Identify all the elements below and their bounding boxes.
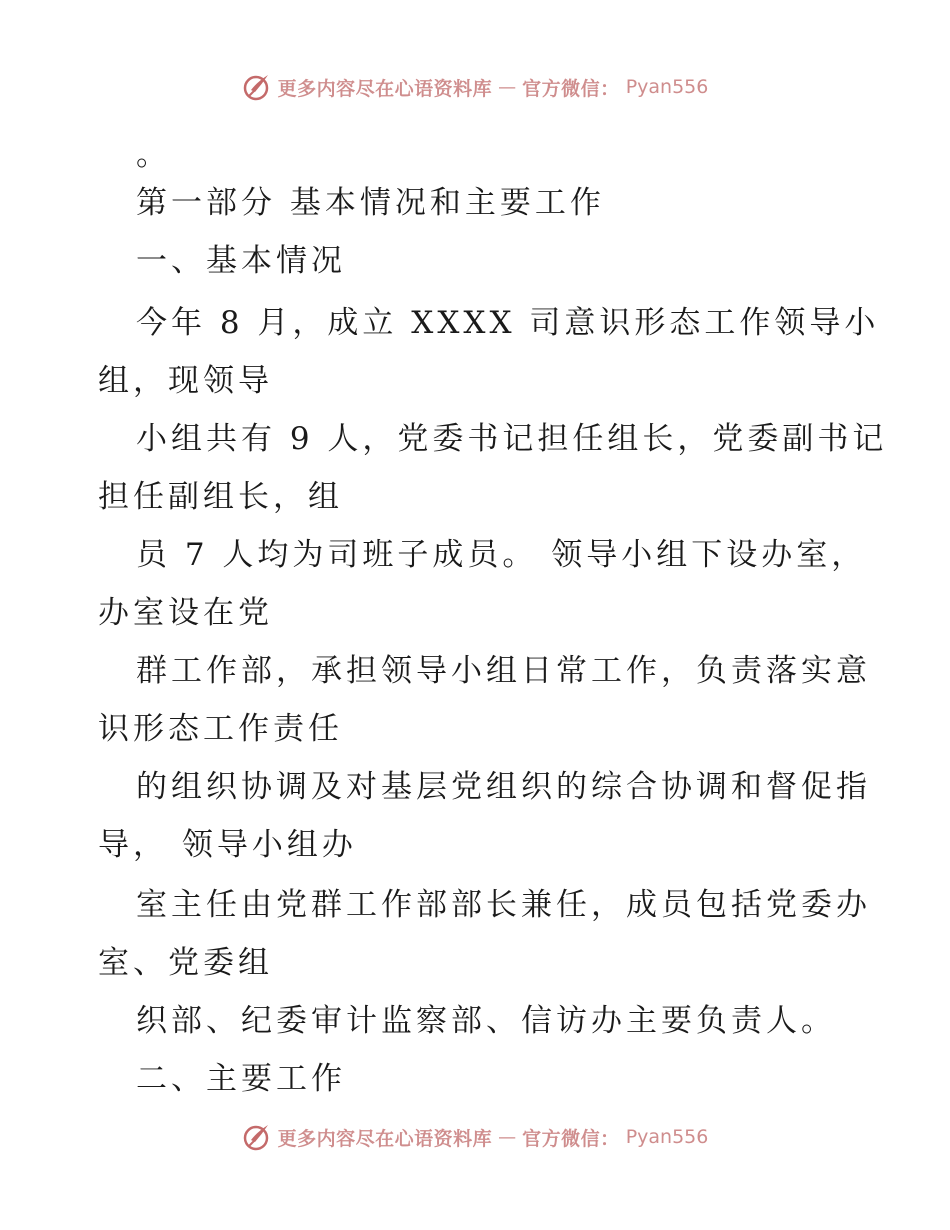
- paragraph-line: 小组共有 9 人，党委书记担任组长，党委副书记: [136, 421, 888, 457]
- text-line: 。: [136, 137, 171, 173]
- watermark-text-en: Pyan556: [625, 1126, 709, 1148]
- paragraph-line: 担任副组长，组: [98, 479, 343, 515]
- watermark-text-en: Pyan556: [625, 76, 709, 98]
- subsection-heading: 二、主要工作: [136, 1061, 346, 1097]
- quill-logo-icon: [242, 1122, 272, 1152]
- paragraph-line: 织部、纪委审计监察部、信访办主要负责人。: [136, 1003, 836, 1039]
- watermark-header: [0, 72, 950, 102]
- subsection-heading: 一、基本情况: [136, 243, 346, 279]
- watermark-dash: —: [498, 76, 517, 98]
- watermark-text-cn: 更多内容尽在心语资料库: [277, 1127, 493, 1150]
- paragraph-line: 识形态工作责任: [98, 711, 343, 747]
- paragraph-line: 今年 8 月，成立 XXXX 司意识形态工作领导小: [136, 305, 880, 341]
- section-heading: 第一部分 基本情况和主要工作: [136, 185, 605, 221]
- quill-logo-icon: [242, 72, 272, 102]
- paragraph-line: 群工作部，承担领导小组日常工作，负责落实意: [136, 653, 871, 689]
- paragraph-line: 的组织协调及对基层党组织的综合协调和督促指: [136, 769, 871, 805]
- paragraph-line: 员 7 人均为司班子成员。 领导小组下设办室，: [136, 537, 867, 573]
- watermark-text-cn2: 官方微信：: [522, 1127, 620, 1150]
- watermark-footer: [0, 1122, 950, 1152]
- watermark-text-cn: 更多内容尽在心语资料库: [277, 77, 493, 100]
- watermark-text-cn2: 官方微信：: [522, 77, 620, 100]
- paragraph-line: 室、党委组: [98, 945, 273, 981]
- paragraph-line: 办室设在党: [98, 595, 273, 631]
- paragraph-line: 组，现领导: [98, 363, 273, 399]
- paragraph-line: 导， 领导小组办: [98, 827, 357, 863]
- watermark-dash: —: [498, 1126, 517, 1148]
- paragraph-line: 室主任由党群工作部部长兼任，成员包括党委办: [136, 887, 871, 923]
